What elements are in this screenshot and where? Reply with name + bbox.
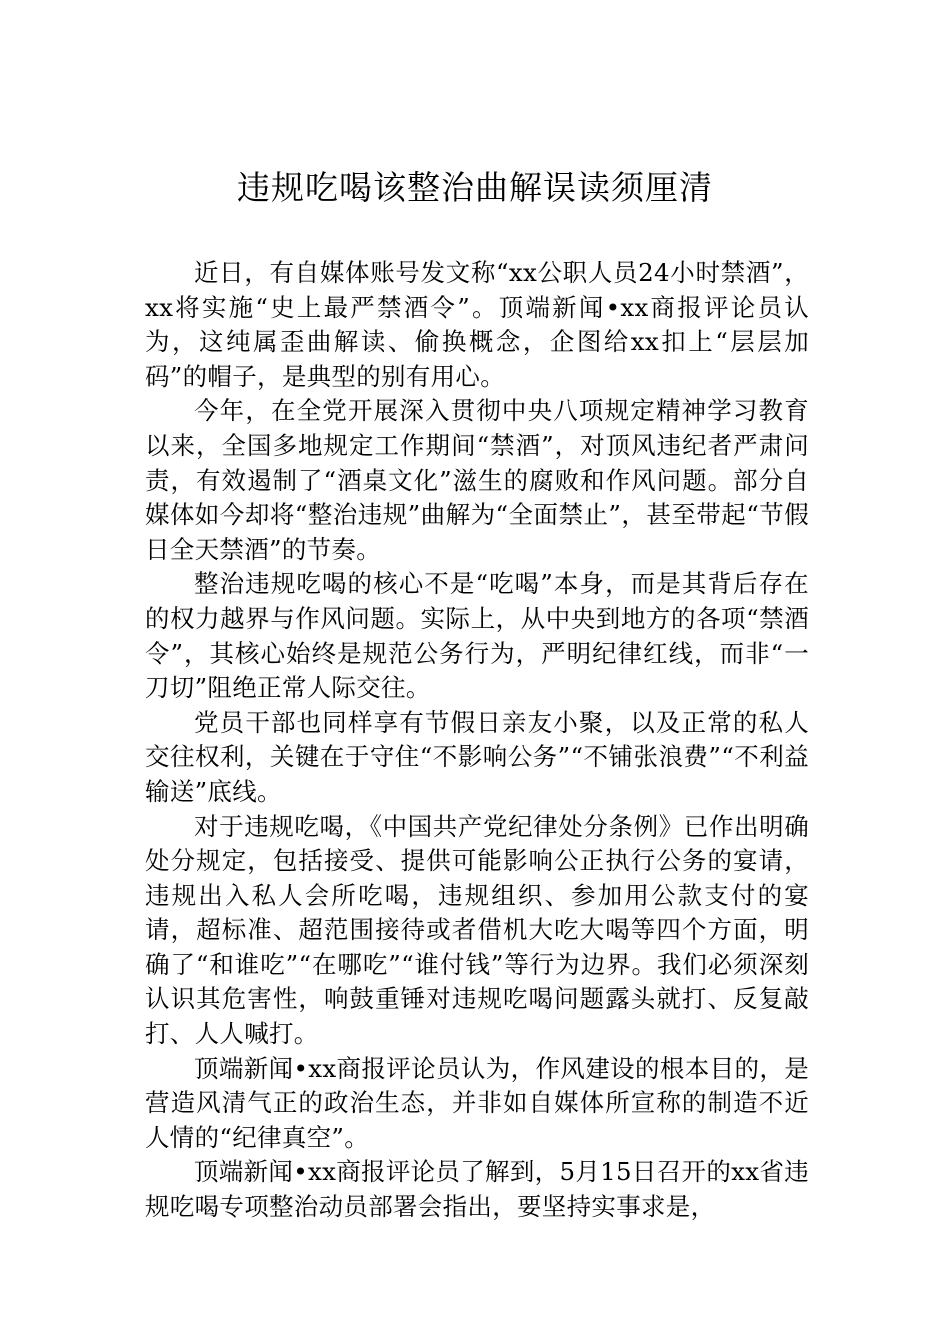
paragraph: 党员干部也同样享有节假日亲友小聚，以及正常的私人交往权利，关键在于守住“不影响公务”“不铺张浪费”“不利益输送”底线。 <box>145 707 809 806</box>
document-title: 违规吃喝该整治曲解误读须厘清 <box>237 168 713 207</box>
paragraph: 整治违规吃喝的核心不是“吃喝”本身，而是其背后存在的权力越界与作风问题。实际上，从中央到地方的各项“禁酒令”，其核心始终是规范公务行为，严明纪律红线，而非“一刀切”阻绝正常人际交往。 <box>145 569 809 703</box>
paragraph: 顶端新闻•xx商报评论员认为，作风建设的根本目的，是营造风清气正的政治生态，并非如自媒体所宣称的制造不近人情的“纪律真空”。 <box>145 1053 809 1152</box>
paragraph: 近日，有自媒体账号发文称“xx公职人员24小时禁酒”，xx将实施“史上最严禁酒令”。顶端新闻•xx商报评论员认为，这纯属歪曲解读、偷换概念，企图给xx扣上“层层加码”的帽子，是典型的别有用心。 <box>145 258 809 391</box>
paragraph: 顶端新闻•xx商报评论员了解到，5月15日召开的xx省违规吃喝专项整治动员部署会指出，要坚持实事求是， <box>145 1157 809 1222</box>
paragraph: 对于违规吃喝，《中国共产党纪律处分条例》已作出明确处分规定，包括接受、提供可能影响公正执行公务的宴请，违规出入私人会所吃喝，违规组织、参加用公款支付的宴请，超标准、超范围接待或者借机大吃大喝等四个方面，明确了“和谁吃”“在哪吃”“谁付钱”等行为边界。我们必须深刻认识其危害性，响鼓重锤对违规吃喝问题露头就打、反复敲打、人人喊打。 <box>145 811 809 1049</box>
document-body <box>145 256 809 1225</box>
paragraph: 今年，在全党开展深入贯彻中央八项规定精神学习教育以来，全国多地规定工作期间“禁酒”，对顶风违纪者严肃问责，有效遏制了“酒桌文化”滋生的腐败和作风问题。部分自媒体如今却将“整治违规”曲解为“全面禁止”，甚至带起“节假日全天禁酒”的节奏。 <box>145 396 809 564</box>
